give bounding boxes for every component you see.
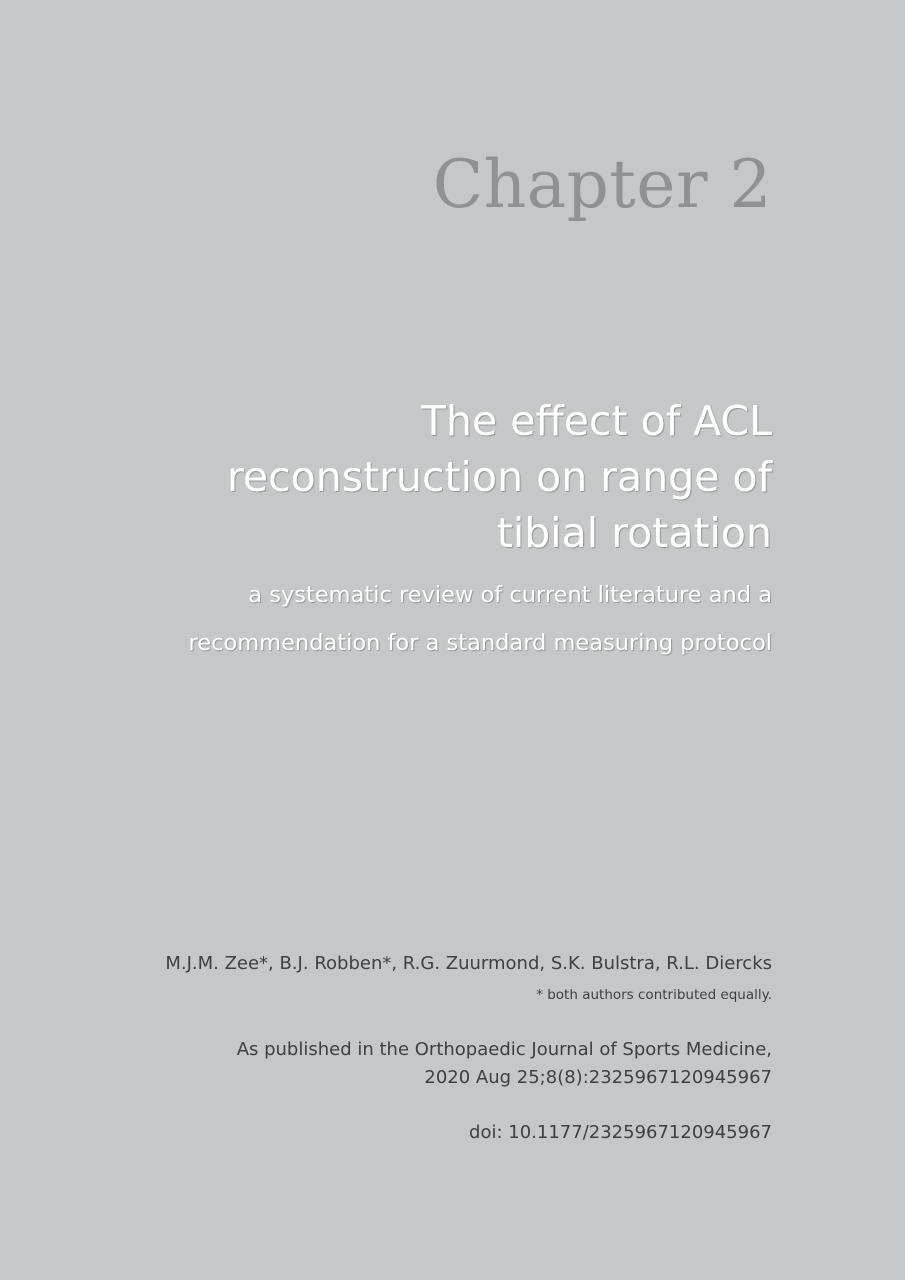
author-list: M.J.M. Zee*, B.J. Robben*, R.G. Zuurmond, S.K. Bulstra, R.L. Diercks	[165, 953, 772, 974]
chapter-heading: Chapter 2	[432, 146, 772, 223]
chapter-title	[132, 393, 772, 561]
chapter-subtitle-line-2: recommendation for a standard measuring protocol	[188, 630, 772, 656]
chapter-title-line-1: The effect of ACL	[421, 397, 772, 445]
chapter-title-line-3: tibial rotation	[496, 509, 772, 557]
chapter-subtitle	[72, 575, 772, 671]
publication-line-2: 2020 Aug 25;8(8):2325967120945967	[424, 1067, 772, 1088]
chapter-title-line-2: reconstruction on range of	[226, 453, 772, 501]
chapter-subtitle-line-1: a systematic review of current literature and a	[248, 582, 772, 608]
author-contribution-note: * both authors contributed equally.	[536, 987, 772, 1003]
doi-reference: doi: 10.1177/2325967120945967	[469, 1122, 772, 1143]
publication-line-1: As published in the Orthopaedic Journal of Sports Medicine,	[236, 1039, 772, 1060]
publication-info	[237, 1036, 772, 1092]
